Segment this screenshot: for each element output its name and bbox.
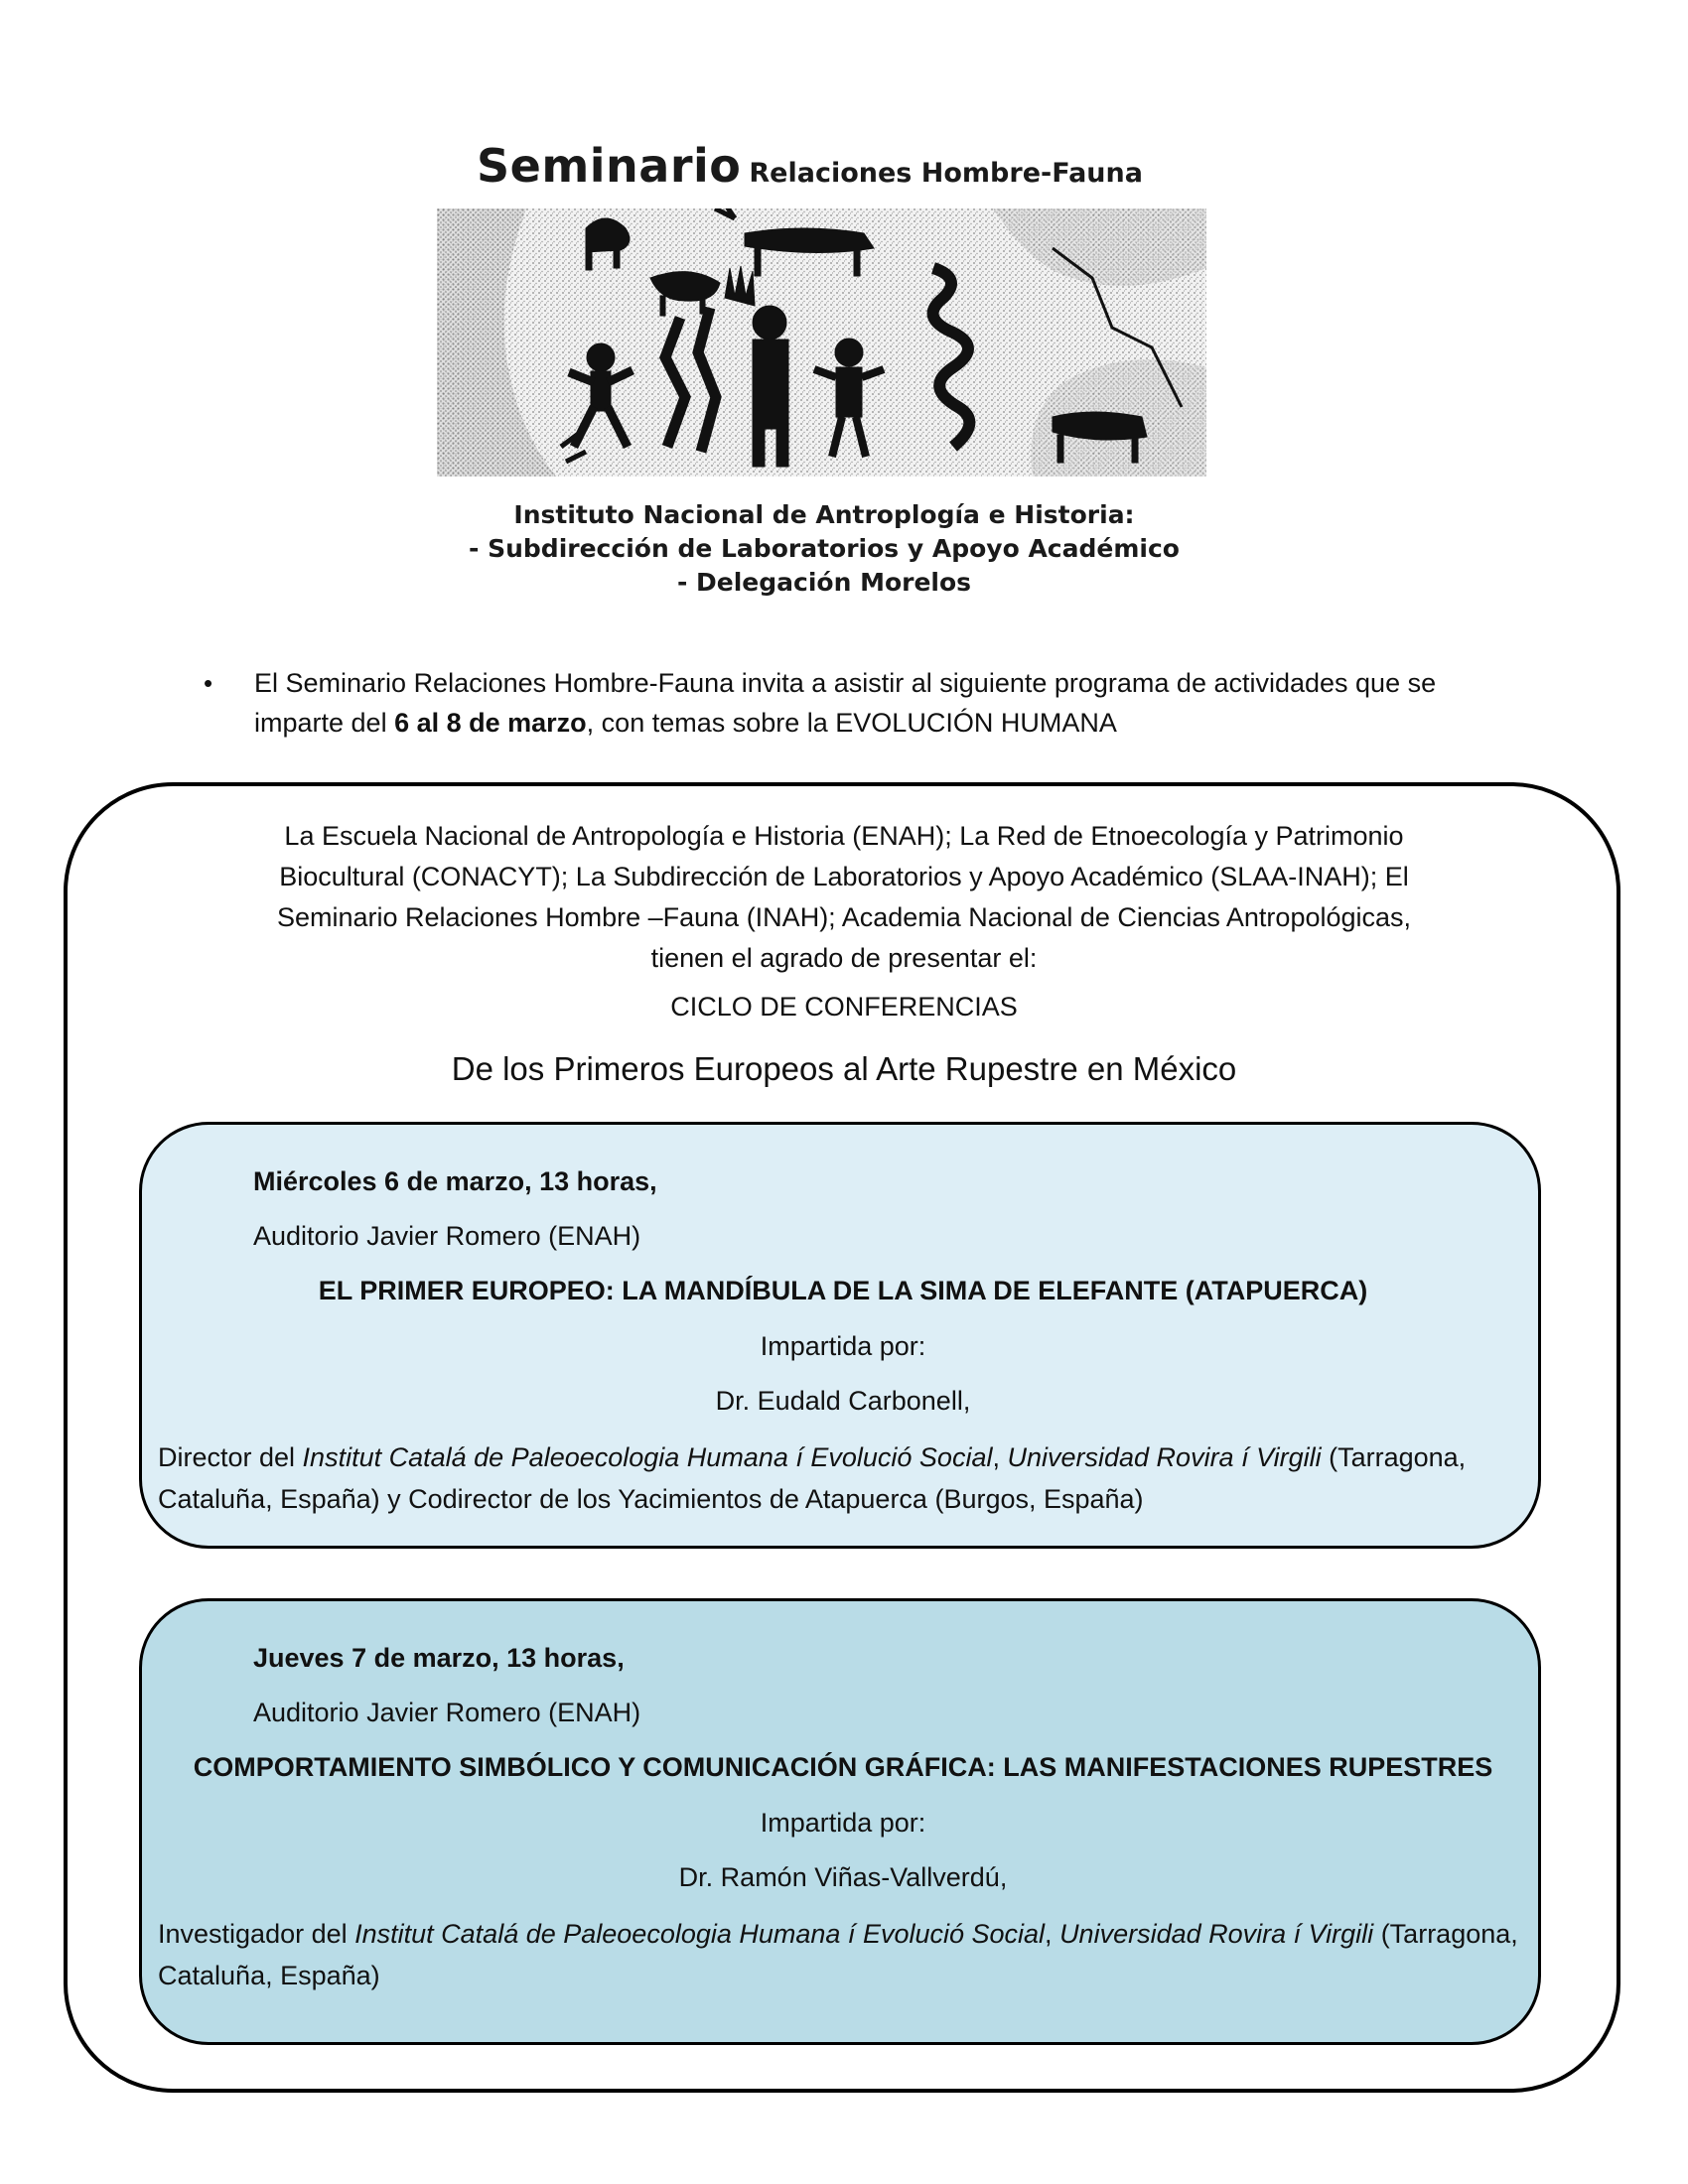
cycle-label: CICLO DE CONFERENCIAS: [670, 992, 1018, 1022]
organizers-line1: La Escuela Nacional de Antropología e Historia (ENAH); La Red de Etnoecología y Patrimonio: [284, 821, 1404, 851]
event-place: Auditorio Javier Romero (ENAH): [253, 1221, 641, 1251]
rock-art-image: [437, 208, 1206, 477]
event-university: Universidad Rovira í Virgili: [1007, 1442, 1322, 1472]
event-title: COMPORTAMIENTO SIMBÓLICO Y COMUNICACIÓN GRÁFICA: LAS MANIFESTACIONES RUPESTRES: [193, 1752, 1493, 1782]
intro-text: [254, 663, 1489, 743]
event-card-1: [139, 1122, 1541, 1549]
intro-paragraph: [199, 663, 1489, 743]
logo-institute-line2: - Subdirección de Laboratorios y Apoyo Académico: [469, 534, 1180, 563]
bullet-icon: •: [204, 668, 213, 698]
logo-institute-line1: Instituto Nacional de Antroplogía e Historia:: [513, 500, 1135, 529]
logo-title-big: Seminario: [477, 139, 742, 193]
logo-title-small: Relaciones Hombre-Fauna: [749, 158, 1143, 189]
event-sep: ,: [1045, 1919, 1060, 1949]
event-speaker: Dr. Eudald Carbonell,: [715, 1386, 971, 1416]
event-institution: Institut Catalá de Paleoecologia Humana í Evolució Social: [354, 1919, 1046, 1949]
event-institution: Institut Catalá de Paleoecologia Humana í Evolució Social: [302, 1442, 993, 1472]
event-speaker-description: [158, 1913, 1538, 1996]
event-role: Director del: [158, 1442, 303, 1472]
event-university: Universidad Rovira í Virgili: [1059, 1919, 1374, 1949]
event-card-2: [139, 1598, 1541, 2045]
event-speaker: Dr. Ramón Viñas-Vallverdú,: [678, 1862, 1008, 1892]
event-date: Jueves 7 de marzo, 13 horas,: [253, 1643, 625, 1673]
seminar-logo: [437, 139, 1211, 606]
logo-institute-line3: - Delegación Morelos: [676, 568, 972, 597]
organizers-line3: Seminario Relaciones Hombre –Fauna (INAH); Academia Nacional de Ciencias Antropológicas,: [276, 902, 1412, 932]
organizers-text: [199, 816, 1489, 979]
logo-title: [477, 139, 1143, 193]
intro-part2: , con temas sobre la EVOLUCIÓN HUMANA: [586, 708, 1117, 738]
logo-institute-text: [437, 498, 1211, 600]
event-speaker-description: [158, 1436, 1538, 1520]
event-title: EL PRIMER EUROPEO: LA MANDÍBULA DE LA SIMA DE ELEFANTE (ATAPUERCA): [318, 1276, 1368, 1305]
event-sep: ,: [992, 1442, 1008, 1472]
intro-part1: El Seminario Relaciones Hombre-Fauna invita a asistir al siguiente programa de actividades que se imparte del: [254, 668, 1437, 738]
event-by-label: Impartida por:: [760, 1808, 926, 1838]
event-by-label: Impartida por:: [760, 1331, 926, 1361]
event-location: (Tarragona, Cataluña, España) y Codirector de los Yacimientos de Atapuerca (Burgos, España): [158, 1442, 1467, 1514]
event-place: Auditorio Javier Romero (ENAH): [253, 1698, 641, 1727]
event-role: Investigador del: [158, 1919, 355, 1949]
organizers-line4: tienen el agrado de presentar el:: [650, 943, 1038, 973]
organizers-line2: Biocultural (CONACYT); La Subdirección de Laboratorios y Apoyo Académico (SLAA-INAH); El: [279, 862, 1409, 891]
intro-dates: 6 al 8 de marzo: [394, 708, 587, 738]
event-date: Miércoles 6 de marzo, 13 horas,: [253, 1166, 657, 1196]
cycle-title: De los Primeros Europeos al Arte Rupestre en México: [451, 1050, 1237, 1087]
event-location: (Tarragona, Cataluña, España): [158, 1919, 1518, 1990]
